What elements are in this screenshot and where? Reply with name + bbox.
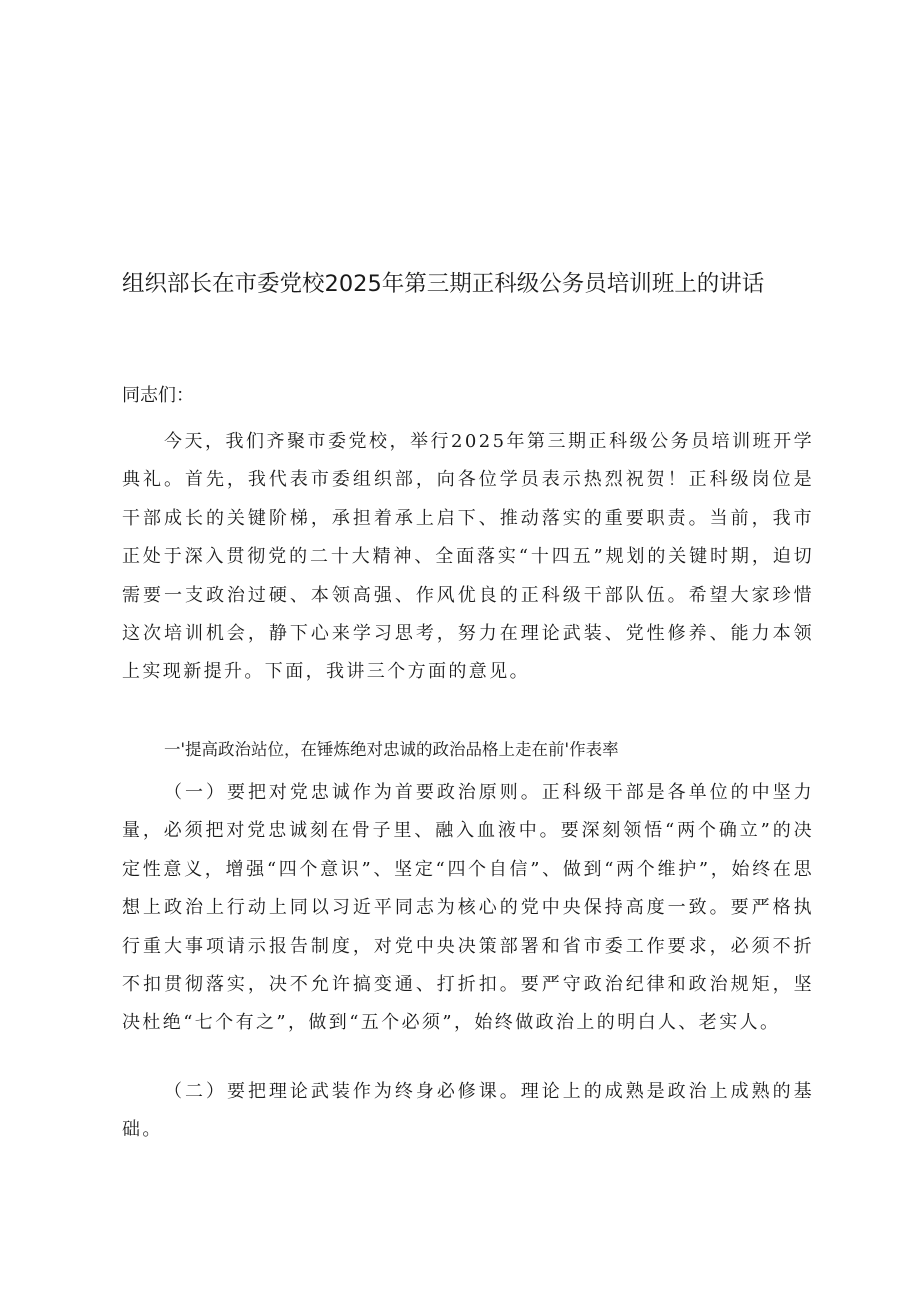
intro-paragraph: 今天，我们齐聚市委党校，举行2025年第三期正科级公务员培训班开学典礼。首先，我代表市委组织部，向各位学员表示热烈祝贺！正科级岗位是干部成长的关键阶梯，承担着承上启下、推动落实的重要职责。当前，我市正处于深入贯彻党的二十大精神、全面落实“十四五”规划的关键时期，迫切需要一支政治过硬、本领高强、作风优良的正科级干部队伍。希望大家珍惜这次培训机会，静下心来学习思考，努力在理论武装、党性修养、能力本领上实现新提升。下面，我讲三个方面的意见。 (122, 431, 814, 683)
salutation: 同志们： (122, 385, 194, 406)
subsection-2-paragraph: （二）要把理论武装作为终身必修课。理论上的成熟是政治上成熟的基础。 (122, 1081, 814, 1141)
section-1-heading: 一'提高政治站位，在锤炼绝对忠诚的政治品格上走在前'作表率 (164, 740, 619, 759)
subsection-1-paragraph: （一）要把对党忠诚作为首要政治原则。正科级干部是各单位的中坚力量，必须把对党忠诚刻在骨子里、融入血液中。要深刻领悟“两个确立”的决定性意义，增强“四个意识”、坚定“四个自信”、做到“两个维护”，始终在思想上政治上行动上同以习近平同志为核心的党中央保持高度一致。要严格执行重大事项请示报告制度，对党中央决策部署和省市委工作要求，必须不折不扣贯彻落实，决不允许搞变通、打折扣。要严守政治纪律和政治规矩，坚决杜绝“七个有之”，做到“五个必须”，始终做政治上的明白人、老实人。 (122, 782, 814, 1034)
document-title: 组织部长在市委党校2025年第三期正科级公务员培训班上的讲话 (122, 271, 765, 297)
